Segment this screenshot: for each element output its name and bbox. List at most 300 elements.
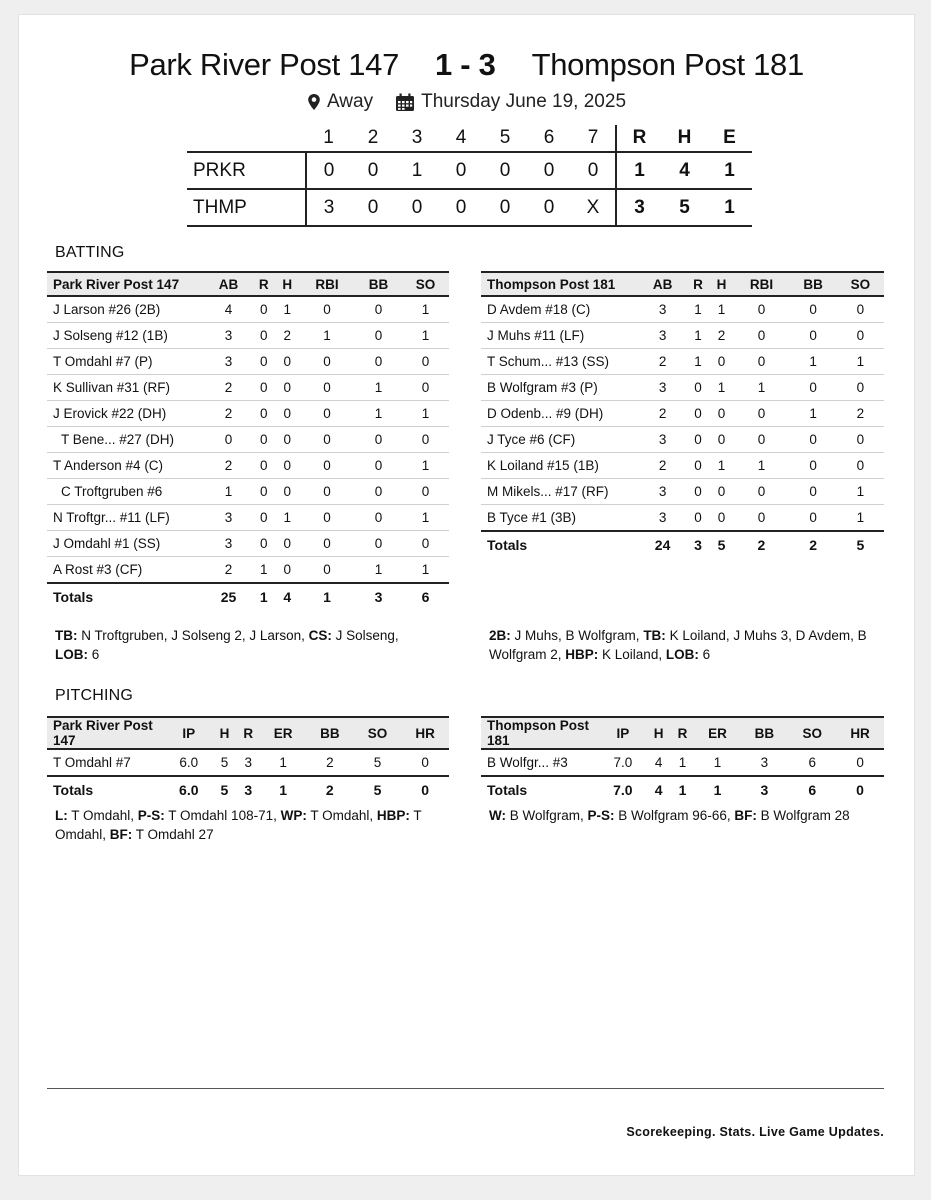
stat-cell: 0 [299, 531, 355, 557]
note-label: WP: [280, 808, 307, 823]
note-text: T Omdahl 27 [132, 827, 214, 842]
home-batting-table [47, 271, 449, 610]
stat-cell: 0 [275, 375, 298, 401]
stat-column-header: ER [708, 725, 727, 741]
inning-header: 6 [543, 127, 555, 148]
stat-cell: 0 [299, 479, 355, 505]
player-row [481, 323, 884, 349]
totals-cell: 6.0 [165, 776, 213, 803]
player-name: J Erovick #22 (DH) [47, 401, 205, 427]
player-row [481, 375, 884, 401]
stat-cell: 0 [275, 453, 298, 479]
totals-cell: 1 [252, 583, 275, 610]
totals-cell: 5 [837, 531, 884, 558]
stat-cell: 2 [639, 453, 686, 479]
stat-cell: 0 [790, 323, 837, 349]
stat-cell: 0 [283, 562, 291, 577]
stat-column-header: BB [803, 276, 823, 292]
player-name: J Muhs #11 (LF) [481, 323, 639, 349]
note-text: B Wolfgram, [506, 808, 588, 823]
stat-cell: 0 [733, 427, 789, 453]
footer-divider [47, 1088, 884, 1089]
stat-cell: 3 [639, 479, 686, 505]
stat-header-row [47, 717, 449, 749]
stat-cell: 0 [252, 531, 275, 557]
player-row [47, 557, 449, 584]
totals-cell: 2 [790, 531, 837, 558]
player-row [47, 401, 449, 427]
home-pitching-notes [55, 806, 435, 844]
stat-cell: 0 [686, 479, 710, 505]
away-team-name: Thompson Post 181 [531, 47, 804, 82]
note-text: J Muhs, B Wolfgram, [510, 628, 644, 643]
stat-cell: 1 [374, 562, 383, 577]
stat-cell: 0 [323, 562, 331, 577]
totals-row [47, 583, 449, 610]
player-name: J Larson #26 (2B) [47, 296, 205, 323]
note-label: LOB: [665, 647, 699, 662]
stat-cell: 0 [733, 401, 789, 427]
game-location [307, 91, 373, 113]
inning-runs: 0 [499, 159, 511, 181]
stat-cell: 1 [402, 323, 449, 349]
player-name: B Wolfgram #3 (P) [481, 375, 639, 401]
inning-header: 2 [367, 127, 379, 148]
stat-cell: 1 [275, 296, 298, 323]
game-meta [19, 91, 914, 113]
totals-cell: 2 [306, 776, 354, 803]
totals-cell: 4 [647, 776, 671, 803]
stat-cell: 0 [275, 479, 298, 505]
note-text: T Omdahl, [67, 808, 138, 823]
stat-cell: 1 [686, 323, 710, 349]
stat-cell: 1 [733, 453, 789, 479]
stat-cell: 0 [790, 427, 837, 453]
team-column-header: Park River Post 147 [53, 718, 153, 748]
stat-cell: 0 [733, 296, 789, 323]
footer-tagline: Scorekeeping. Stats. Live Game Updates. [626, 1125, 884, 1139]
stat-cell: 0 [252, 401, 275, 427]
stat-column-header: H [282, 276, 293, 292]
totals-cell: 7.0 [599, 776, 647, 803]
stat-cell: 0 [252, 427, 275, 453]
note-label: LOB: [55, 647, 88, 662]
player-row [47, 296, 449, 323]
inning-header: 5 [499, 127, 511, 148]
note-text: T Omdahl 108-71, [164, 808, 281, 823]
line-score-header [187, 125, 752, 152]
note-label: HBP: [376, 808, 410, 823]
stat-cell: 1 [355, 401, 402, 427]
stat-cell: 0 [402, 479, 449, 505]
stat-cell: 0 [355, 349, 402, 375]
stat-cell: 3 [244, 755, 253, 770]
totals-cell: 1 [695, 776, 741, 803]
player-name: J Solseng #12 (1B) [47, 323, 205, 349]
note-text: 6 [88, 647, 100, 662]
stat-cell: 1 [279, 755, 287, 770]
stat-cell: 1 [790, 401, 837, 427]
player-row [47, 349, 449, 375]
stat-cell: 0 [355, 505, 402, 531]
stat-cell: 1 [421, 562, 430, 577]
away-batting-table [481, 271, 884, 558]
totals-cell: 5 [710, 531, 734, 558]
stat-cell: 0 [299, 453, 355, 479]
stat-cell: 0 [299, 427, 355, 453]
inning-runs: X [586, 196, 600, 218]
stat-cell: 2 [275, 323, 298, 349]
home-batting-notes [55, 626, 435, 664]
totals-cell: 3 [355, 583, 402, 610]
totals-row [47, 776, 449, 803]
stat-cell: 2 [205, 453, 252, 479]
stat-cell: 1 [856, 510, 865, 525]
player-name: J Omdahl #1 (SS) [47, 531, 205, 557]
player-name: T Anderson #4 (C) [47, 453, 205, 479]
stat-cell: 5 [220, 755, 229, 770]
player-row [47, 323, 449, 349]
stat-cell: 1 [275, 505, 298, 531]
inning-runs: 1 [411, 159, 423, 181]
player-row [481, 401, 884, 427]
line-score-row [187, 152, 752, 189]
stat-cell: 0 [402, 349, 449, 375]
away-pitching-notes [489, 806, 869, 825]
player-name: C Troftgruben #6 [47, 479, 205, 505]
total-runs: 1 [616, 152, 662, 189]
inning-runs: 0 [543, 196, 555, 218]
totals-cell: 6 [402, 583, 449, 610]
inning-runs: 0 [323, 159, 335, 181]
game-date [395, 91, 626, 113]
stat-cell: 1 [299, 323, 355, 349]
stat-header-row [481, 717, 884, 749]
stat-cell: 3 [205, 531, 252, 557]
stat-cell: 2 [837, 401, 884, 427]
line-score-team: PRKR [187, 152, 306, 189]
inning-runs: 3 [323, 196, 335, 218]
runs-header: R [616, 125, 662, 152]
totals-cell: 1 [671, 776, 695, 803]
player-name: M Mikels... #17 (RF) [481, 479, 639, 505]
stat-cell: 3 [639, 375, 686, 401]
note-text: K Loiland, J Muhs 3, D Avdem, B Wolfgram 2, [489, 628, 867, 662]
stat-cell: 0 [252, 505, 275, 531]
home-pitching-table [47, 716, 449, 803]
stat-cell: 4 [654, 755, 663, 770]
stat-cell: 0 [355, 479, 402, 505]
line-score-row [187, 189, 752, 226]
stat-column-header: BB [754, 725, 775, 741]
totals-cell: 1 [299, 583, 355, 610]
stat-cell: 0 [686, 401, 710, 427]
stat-column-header: SO [850, 276, 871, 292]
away-pitching-table [481, 716, 884, 803]
player-name: N Troftgr... #11 (LF) [47, 505, 205, 531]
stat-cell: 0 [252, 296, 275, 323]
note-text: N Troftgruben, J Solseng 2, J Larson, [77, 628, 309, 643]
note-text: 6 [698, 647, 711, 662]
inning-runs: 0 [499, 196, 511, 218]
note-label: W: [489, 808, 506, 823]
stat-cell: 0 [355, 453, 402, 479]
stat-column-header: H [653, 725, 664, 741]
stat-cell: 0 [355, 323, 402, 349]
line-score-table [187, 125, 752, 227]
stat-cell: 0 [421, 755, 429, 770]
stat-cell: 6 [808, 755, 816, 770]
stat-cell: 0 [252, 375, 275, 401]
player-name: J Tyce #6 (CF) [481, 427, 639, 453]
stat-cell: 0 [402, 375, 449, 401]
stat-header-row [481, 272, 884, 296]
note-label: P-S: [587, 808, 615, 823]
player-name: T Schum... #13 (SS) [481, 349, 639, 375]
stat-cell: 0 [205, 427, 252, 453]
stat-cell: 0 [710, 349, 734, 375]
totals-cell: 4 [275, 583, 298, 610]
stat-cell: 1 [355, 375, 402, 401]
player-name: T Omdahl #7 [53, 755, 131, 770]
stat-column-header: R [693, 276, 703, 292]
home-team-name: Park River Post 147 [129, 47, 400, 82]
stat-cell: 0 [275, 401, 298, 427]
stat-cell: 0 [275, 427, 298, 453]
stat-cell: 0 [299, 349, 355, 375]
note-text: J Solseng, [331, 628, 399, 643]
stat-cell: 0 [252, 479, 275, 505]
stat-cell: 0 [733, 479, 789, 505]
stat-column-header: AB [218, 276, 239, 292]
stat-cell: 0 [837, 427, 884, 453]
inning-runs: 0 [587, 159, 599, 181]
stat-cell: 0 [790, 453, 837, 479]
stat-cell: 2 [205, 375, 252, 401]
stat-cell: 0 [694, 510, 702, 525]
stat-column-header: H [716, 276, 727, 292]
total-hits: 4 [679, 159, 690, 181]
totals-cell: 3 [741, 776, 789, 803]
inning-runs: 0 [367, 196, 379, 218]
stat-cell: 0 [299, 296, 355, 323]
batting-section-title: BATTING [55, 244, 125, 261]
inning-header: 4 [455, 127, 467, 148]
inning-runs: 0 [367, 159, 379, 181]
stat-cell: 0 [299, 505, 355, 531]
stat-cell: 0 [275, 349, 298, 375]
note-text: B Wolfgram 28 [756, 808, 850, 823]
stat-cell: 1 [686, 349, 710, 375]
stat-cell: 1 [402, 401, 449, 427]
note-text: T Omdahl, [306, 808, 377, 823]
stat-cell: 3 [205, 323, 252, 349]
note-label: TB: [55, 628, 78, 643]
stat-column-header: IP [616, 725, 630, 741]
inning-header: 1 [323, 127, 334, 148]
note-label: BF: [109, 827, 133, 842]
inning-runs: 0 [455, 159, 467, 181]
stat-cell: 1 [733, 375, 789, 401]
stat-cell: 0 [252, 453, 275, 479]
note-text: T Omdahl, [55, 808, 422, 842]
stat-cell: 7.0 [613, 755, 633, 770]
stat-cell: 6.0 [179, 755, 199, 770]
total-errors: 1 [724, 159, 735, 181]
totals-row [481, 531, 884, 558]
note-label: BF: [734, 808, 757, 823]
inning-header: 7 [587, 127, 599, 148]
note-text: B Wolfgram 96-66, [614, 808, 735, 823]
player-name: A Rost #3 (CF) [53, 562, 143, 577]
totals-cell: 6 [788, 776, 836, 803]
stat-cell: 1 [686, 296, 710, 323]
hits-header: H [677, 127, 692, 148]
pitching-section-title: PITCHING [55, 687, 134, 704]
stat-cell: 0 [402, 531, 449, 557]
stat-cell: 0 [686, 375, 710, 401]
stat-cell: 0 [837, 296, 884, 323]
location-text: Away [326, 91, 374, 112]
stat-cell: 2 [224, 562, 233, 577]
stat-cell: 0 [252, 323, 275, 349]
stat-cell: 0 [686, 427, 710, 453]
stat-cell: 2 [639, 401, 686, 427]
stat-cell: 3 [205, 505, 252, 531]
totals-label: Totals [47, 776, 165, 803]
totals-cell: 24 [639, 531, 686, 558]
stat-cell: 0 [733, 323, 789, 349]
player-row [47, 749, 449, 776]
player-name: T Bene... #27 (DH) [47, 427, 205, 453]
player-row [481, 427, 884, 453]
note-label: HBP: [565, 647, 599, 662]
note-label: CS: [308, 628, 332, 643]
stat-cell: 0 [710, 427, 734, 453]
stat-cell: 1 [402, 296, 449, 323]
stat-header-row [47, 272, 449, 296]
stat-cell: 0 [355, 531, 402, 557]
totals-label: Totals [481, 531, 639, 558]
stat-column-header: R [243, 725, 254, 741]
stat-column-header: RBI [315, 276, 339, 292]
player-row [47, 479, 449, 505]
stat-column-header: BB [320, 725, 340, 741]
stat-cell: 0 [733, 349, 789, 375]
stat-cell: 4 [205, 296, 252, 323]
stat-cell: 3 [639, 427, 686, 453]
box-score-page [18, 14, 915, 1176]
stat-cell: 0 [710, 401, 734, 427]
stat-cell: 1 [402, 505, 449, 531]
stat-cell: 2 [205, 401, 252, 427]
away-batting-notes [489, 626, 869, 664]
player-row [47, 453, 449, 479]
line-score-team: THMP [187, 189, 306, 226]
stat-column-header: AB [652, 276, 673, 292]
stat-cell: 1 [205, 479, 252, 505]
stat-cell: 3 [760, 755, 769, 770]
inning-runs: 0 [411, 196, 423, 218]
stat-column-header: HR [850, 725, 870, 741]
stat-cell: 3 [658, 510, 667, 525]
stat-cell: 1 [710, 375, 734, 401]
stat-column-header: R [677, 725, 688, 741]
calendar-icon [395, 93, 415, 112]
stat-cell: 0 [355, 296, 402, 323]
final-score: 1 - 3 [435, 47, 496, 82]
stat-cell: 1 [259, 562, 268, 577]
totals-cell: 3 [236, 776, 260, 803]
team-column-header: Thompson Post 181 [487, 718, 589, 748]
totals-cell: 2 [733, 531, 789, 558]
totals-row [481, 776, 884, 803]
stat-cell: 0 [837, 453, 884, 479]
player-row [47, 375, 449, 401]
player-name: B Tyce #1 (3B) [487, 510, 577, 525]
player-name: T Omdahl #7 (P) [47, 349, 205, 375]
totals-cell: 0 [836, 776, 884, 803]
totals-label: Totals [481, 776, 599, 803]
totals-label: Totals [47, 583, 205, 610]
totals-cell: 25 [205, 583, 252, 610]
player-row [481, 296, 884, 323]
note-label: TB: [643, 628, 666, 643]
stat-cell: 0 [299, 401, 355, 427]
player-row [481, 453, 884, 479]
stat-cell: 0 [809, 510, 817, 525]
totals-cell: 3 [686, 531, 710, 558]
stat-cell: 0 [252, 349, 275, 375]
stat-cell: 0 [790, 296, 837, 323]
stat-cell: 1 [837, 479, 884, 505]
date-text: Thursday June 19, 2025 [421, 91, 627, 112]
stat-cell: 0 [856, 755, 864, 770]
stat-cell: 3 [639, 323, 686, 349]
stat-cell: 0 [757, 510, 766, 525]
player-row [47, 427, 449, 453]
line-score-team-header [187, 125, 306, 152]
stat-column-header: H [219, 725, 230, 741]
stat-cell: 1 [710, 296, 734, 323]
stat-column-header: SO [802, 725, 822, 741]
totals-cell: 5 [213, 776, 237, 803]
note-label: P-S: [137, 808, 165, 823]
inning-runs: 0 [543, 159, 555, 181]
total-errors: 1 [724, 196, 735, 218]
totals-cell: 1 [260, 776, 306, 803]
stat-cell: 0 [837, 375, 884, 401]
player-row [481, 479, 884, 505]
stat-cell: 2 [326, 755, 334, 770]
total-runs: 3 [616, 189, 662, 226]
stat-cell: 1 [402, 453, 449, 479]
player-row [47, 505, 449, 531]
stat-cell: 0 [299, 375, 355, 401]
stat-column-header: SO [415, 276, 436, 292]
stat-cell: 1 [678, 755, 687, 770]
stat-cell: 0 [710, 479, 734, 505]
stat-cell: 1 [713, 755, 722, 770]
stat-cell: 5 [373, 755, 382, 770]
total-hits: 5 [679, 196, 690, 218]
inning-header: 3 [411, 127, 423, 148]
stat-column-header: IP [182, 725, 196, 741]
stat-cell: 1 [710, 453, 734, 479]
stat-cell: 1 [837, 349, 884, 375]
game-title [19, 47, 914, 83]
stat-cell: 0 [275, 531, 298, 557]
